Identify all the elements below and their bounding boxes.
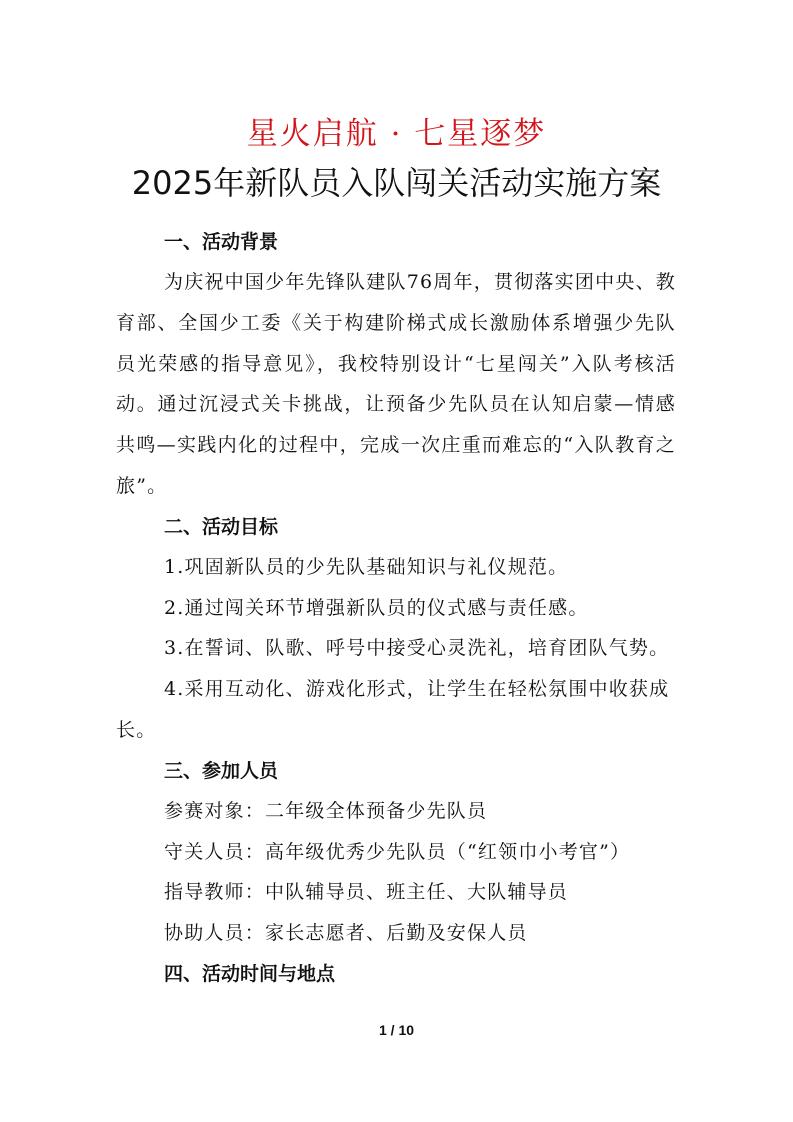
section-heading: 三、参加人员 — [164, 759, 279, 782]
list-item: 协助人员：家长志愿者、后勤及安保人员 — [164, 922, 528, 945]
section-heading: 二、活动目标 — [164, 515, 279, 538]
list-item: 2.通过闯关环节增强新队员的仪式感与责任感。 — [164, 596, 589, 619]
paragraph: 为庆祝中国少年先锋队建队76周年，贯彻落实团中央、教育部、全国少工委《关于构建阶梯式成长激励体系增强少先队员光荣感的指导意见》，我校特别设计“七星闯关”入队考核活动。通过沉浸式关卡挑战，让预备少先队员在认知启蒙—情感共鸣—实践内化的过程中，完成一次庄重而难忘的“入队教育之旅”。 — [116, 271, 676, 497]
list-item: 参赛对象：二年级全体预备少先队员 — [164, 799, 488, 822]
list-item: 1.巩固新队员的少先队基础知识与礼仪规范。 — [164, 555, 569, 578]
document-body — [116, 222, 676, 994]
list-item: 指导教师：中队辅导员、班主任、大队辅导员 — [164, 881, 569, 904]
list-item: 3.在誓词、队歌、呼号中接受心灵洗礼，培育团队气势。 — [164, 637, 670, 660]
list-item: 守关人员：高年级优秀少先队员（“红领巾小考官”） — [164, 840, 631, 863]
document-subtitle: 2025年新队员入队闯关活动实施方案 — [131, 164, 662, 202]
document-title: 星火启航 · 七星逐梦 — [246, 116, 547, 152]
page-number: 1 / 10 — [378, 1022, 415, 1038]
section-heading: 四、活动时间与地点 — [164, 962, 336, 985]
list-item: 4.采用互动化、游戏化形式，让学生在轻松氛围中收获成长。 — [116, 678, 670, 741]
section-heading: 一、活动背景 — [164, 231, 279, 253]
